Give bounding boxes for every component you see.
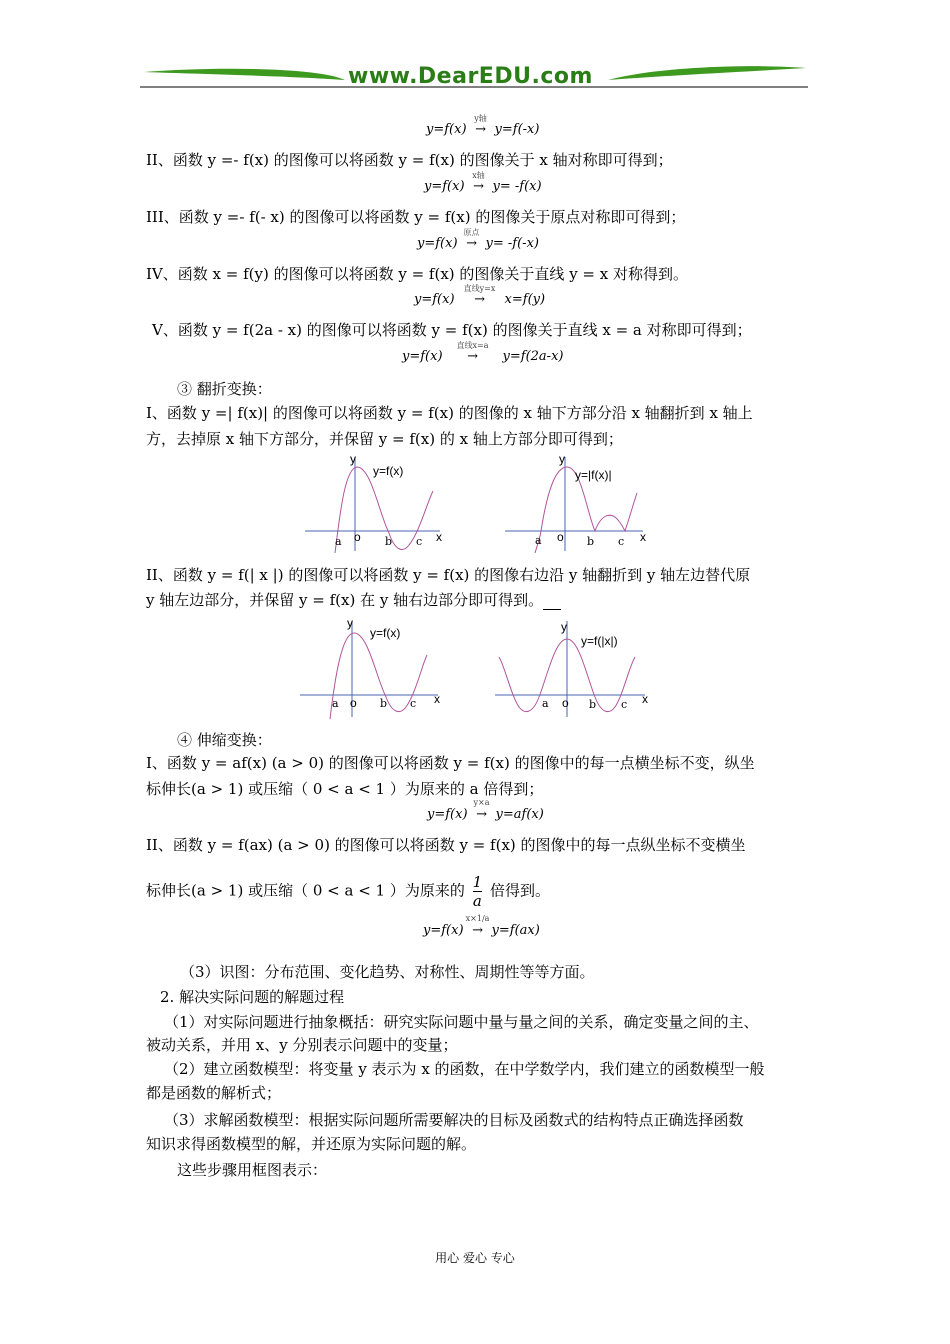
point-label-a: a — [335, 535, 342, 548]
axis-label-x: x — [436, 530, 442, 544]
text-line: V、函数 y = f(2a - x) 的图像可以将函数 y = f(x) 的图像关于直线 x = a 对称即可得到； — [152, 321, 752, 339]
graph-fx-2 — [300, 617, 445, 722]
axis-label-y: y — [350, 453, 356, 466]
text-line: 知识求得函数模型的解，并还原为实际问题的解。 — [146, 1135, 477, 1153]
section-heading: ③ 翻折变换： — [177, 380, 272, 398]
text-line: 标伸长(a > 1) 或压缩（ 0 < a < 1 ）为原来的 $\frac{1}{a}$ 倍得到。 — [146, 873, 550, 910]
point-label-c: c — [416, 535, 423, 548]
point-label-a: a — [535, 534, 542, 547]
axis-label-y: y — [561, 620, 567, 634]
point-label-b: b — [380, 697, 388, 710]
formula-stretch-x: y=f(x) → x×1/a y=f(ax) — [423, 914, 540, 938]
point-label-a: a — [542, 697, 549, 710]
formula-line-xa: y=f(x) → 直线x=a y=f(2a-x) — [402, 341, 564, 364]
text-line: （3）识图：分布范围、变化趋势、对称性、周期性等等方面。 — [180, 963, 595, 981]
text-line: I、函数 y = af(x) (a > 0) 的图像可以将函数 y = f(x) 的图像中的每一点横坐标不变，纵坐 — [146, 754, 755, 772]
point-label-c: c — [621, 698, 628, 711]
graph-fx-1 — [305, 453, 445, 553]
text-line: 方，去掉原 x 轴下方部分，并保留 y = f(x) 的 x 轴上方部分即可得到； — [146, 430, 623, 448]
graph-title: y=|f(x)| — [575, 468, 612, 482]
fraction-1-over-a: $\frac{1}{a}$ — [472, 873, 483, 910]
axis-label-x: x — [640, 530, 646, 544]
point-label-c: c — [618, 535, 625, 548]
text-line: II、函数 y =- f(x) 的图像可以将函数 y = f(x) 的图像关于 x 轴对称即可得到； — [146, 151, 673, 169]
graph-abs-fx — [505, 453, 650, 553]
text-line: （1）对实际问题进行抽象概括：研究实际问题中量与量之间的关系，确定变量之间的主、 — [164, 1013, 759, 1031]
formula-line-yx: y=f(x) → 直线y=x x=f(y) — [414, 284, 546, 307]
formula-x-axis: y=f(x) → x轴 y= -f(x) — [424, 171, 542, 194]
axis-label-x: x — [642, 692, 648, 706]
point-label-c: c — [410, 697, 417, 710]
point-label-a: a — [332, 697, 339, 710]
origin-label: o — [350, 696, 357, 710]
section-heading: ④ 伸缩变换： — [177, 731, 272, 749]
point-label-b: b — [385, 535, 393, 548]
axis-label-x: x — [434, 692, 440, 706]
formula-origin: y=f(x) → 原点 y= -f(-x) — [417, 228, 539, 251]
text-line: （3）求解函数模型：根据实际问题所需要解决的目标及函数式的结构特点正确选择函数 — [164, 1111, 744, 1129]
text-line: IV、函数 x = f(y) 的图像可以将函数 y = f(x) 的图像关于直线 y = x 对称得到。 — [146, 265, 688, 283]
section-heading: 2. 解决实际问题的解题过程 — [160, 988, 345, 1006]
text-line: III、函数 y =- f(- x) 的图像可以将函数 y = f(x) 的图像关于原点对称即可得到； — [146, 208, 686, 226]
point-label-b: b — [589, 698, 597, 711]
text-line: 都是函数的解析式； — [146, 1084, 282, 1102]
text-line: 这些步骤用框图表示： — [177, 1161, 328, 1179]
point-label-b: b — [587, 535, 595, 548]
site-name[interactable]: www.DearEDU.com — [348, 64, 593, 89]
origin-label: o — [562, 696, 569, 710]
axis-label-y: y — [559, 453, 565, 466]
graph-title: y=f(x) — [373, 464, 404, 478]
text-line: II、函数 y = f(ax) (a > 0) 的图像可以将函数 y = f(x) 的图像中的每一点纵坐标不变横坐 — [146, 836, 746, 854]
text-line: y 轴左边部分，并保留 y = f(x) 在 y 轴右边部分即可得到。 — [146, 590, 561, 610]
text-line: （2）建立函数模型：将变量 y 表示为 x 的函数，在中学数学内，我们建立的函数模型一般 — [164, 1060, 765, 1078]
graph-f-abs-x — [495, 617, 655, 722]
text-line: 标伸长(a > 1) 或压缩（ 0 < a < 1 ）为原来的 a 倍得到； — [146, 780, 544, 798]
formula-stretch-y: y=f(x) → y×a y=af(x) — [427, 798, 544, 822]
page-footer: 用心 爱心 专心 — [435, 1251, 515, 1265]
formula-y-axis: y=f(x) → y轴 y=f(-x) — [426, 114, 540, 137]
text-line: II、函数 y = f(| x |) 的图像可以将函数 y = f(x) 的图像右边沿 y 轴翻折到 y 轴左边替代原 — [146, 566, 751, 584]
origin-label: o — [557, 530, 564, 544]
graph-title: y=f(x) — [370, 626, 401, 640]
text-line: 被动关系，并用 x、y 分别表示问题中的变量； — [146, 1036, 458, 1054]
graph-title: y=f(|x|) — [581, 634, 618, 648]
text-line: I、函数 y =| f(x)| 的图像可以将函数 y = f(x) 的图像的 x 轴下方部分沿 x 轴翻折到 x 轴上 — [146, 404, 753, 422]
origin-label: o — [354, 530, 361, 544]
axis-label-y: y — [347, 617, 353, 630]
